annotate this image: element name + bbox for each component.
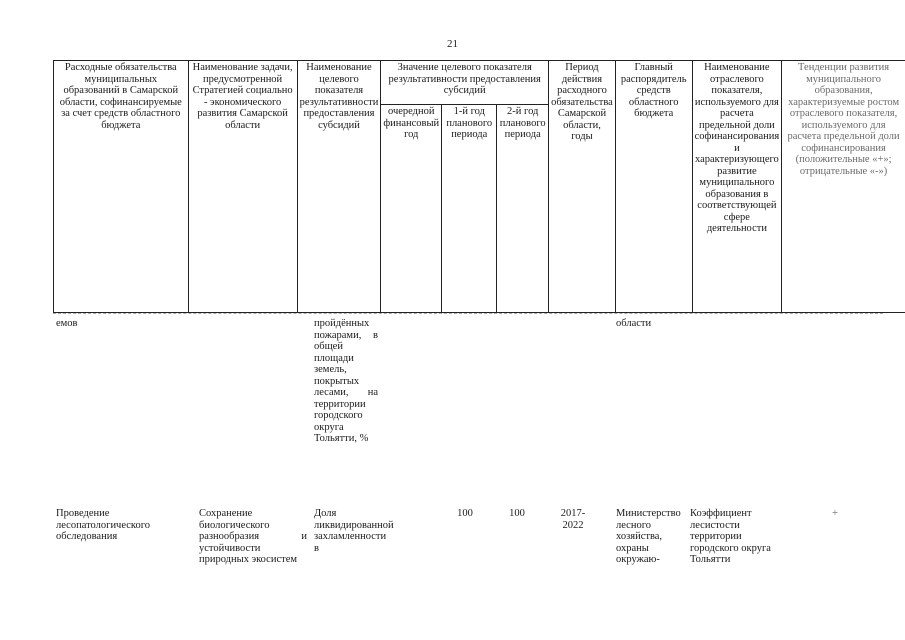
cont-col-indicator: пройдённых пожарами, в общей площади земель, покрытых лесами, на территории городского округа Тольятти, % bbox=[314, 318, 378, 444]
header-sub-plan-year1: 1-й год планового периода bbox=[442, 105, 497, 313]
row-period: 2017-2022 bbox=[560, 508, 586, 531]
header-col-task: Наименование задачи, предусмотренной Стратегией социально - экономического развития Самарской области bbox=[188, 61, 297, 313]
table-divider bbox=[53, 313, 883, 314]
row-col-manager: Министерство лесного хозяйства, охраны окружаю- bbox=[616, 508, 681, 565]
row-col-sector-indicator: Коэффициент лесистости территории городского округа Тольятти bbox=[690, 508, 771, 565]
header-col-period: Период действия расходного обязательства Самарской области, годы bbox=[549, 61, 616, 313]
header-col-expenses: Расходные обязательства муниципальных образований в Самарской области, софинансируемые за счет средств областного бюджета bbox=[54, 61, 189, 313]
row-col-indicator: Доля ликвидированной захламленности в bbox=[314, 508, 394, 554]
row-col-task: Сохранение биологического разнообразия и устойчивости природных экосистем bbox=[199, 508, 307, 565]
header-col-indicator: Наименование целевого показателя результативности предоставления субсидий bbox=[297, 61, 381, 313]
header-col-trends: Тенденции развития муниципального образования, характеризуемые ростом отраслевого показателя, используемого для расчета предельной доли софинансирования (положительные «+»; отрицательные «-») bbox=[782, 61, 905, 313]
header-table bbox=[53, 60, 905, 313]
page-number: 21 bbox=[447, 38, 458, 50]
row-value-plan-year2: 100 bbox=[509, 508, 525, 519]
cont-col-manager: области bbox=[616, 318, 652, 329]
header-col-sector-indicator: Наименование отраслевого показателя, используемого для расчета предельной доли софинансирования и характеризующего развитие муниципального образования в соответствующей сфере деятельности bbox=[692, 61, 782, 313]
header-sub-plan-year2: 2-й год планового периода bbox=[497, 105, 549, 313]
row-col-expenses: Проведение лесопатологического обследования bbox=[56, 508, 151, 542]
header-col-manager: Главный распорядитель средств областного бюджета bbox=[615, 61, 692, 313]
row-col-trend: + bbox=[832, 508, 838, 519]
cont-col-expenses: емов bbox=[56, 318, 78, 329]
row-value-plan-year1: 100 bbox=[457, 508, 473, 519]
header-group-values: Значение целевого показателя результативности предоставления субсидий bbox=[381, 61, 549, 105]
header-sub-current-year: очередной финансовый год bbox=[381, 105, 442, 313]
